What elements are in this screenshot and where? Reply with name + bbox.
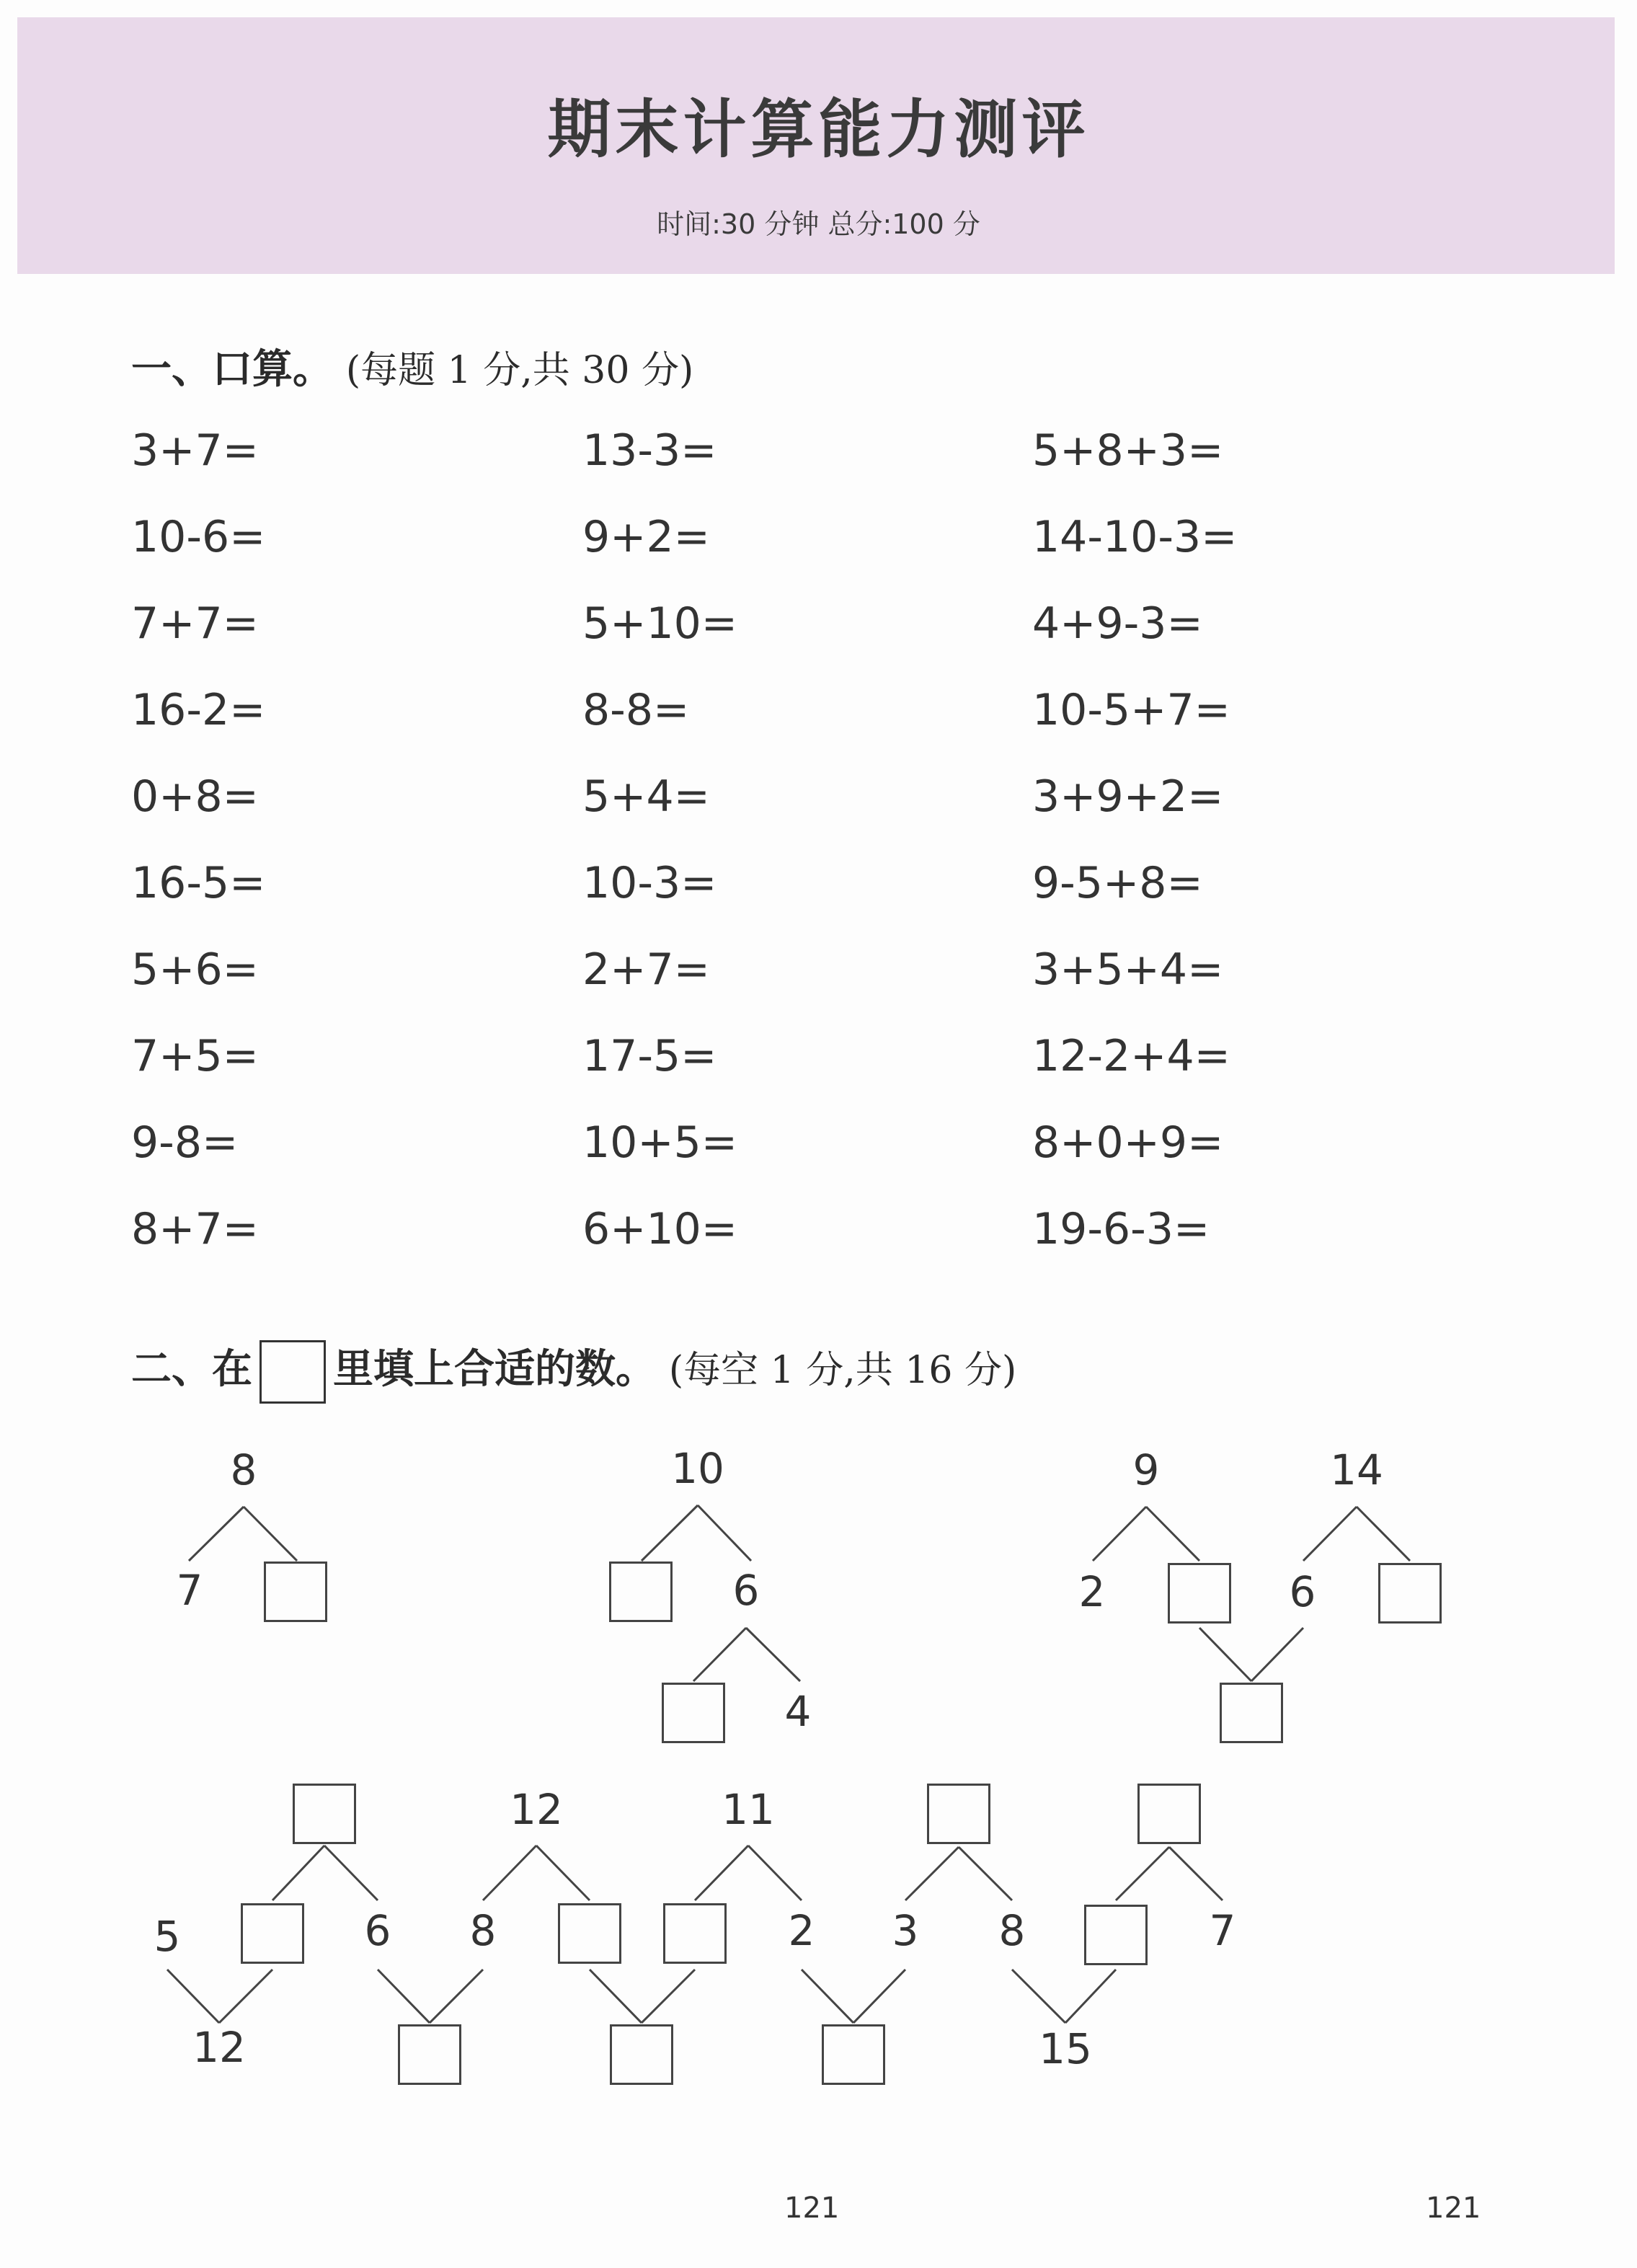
problem: 3+7= xyxy=(131,425,259,476)
problem: 17-5= xyxy=(582,1031,717,1081)
section1-note: (每题 1 分,共 30 分) xyxy=(345,349,694,392)
problem: 5+6= xyxy=(131,944,259,995)
bond-number: 2 xyxy=(1078,1567,1106,1616)
answer-box[interactable] xyxy=(264,1562,327,1622)
problem: 5+4= xyxy=(582,771,710,822)
answer-box[interactable] xyxy=(241,1903,304,1964)
bond-number: 14 xyxy=(1330,1445,1383,1494)
problem: 4+9-3= xyxy=(1032,598,1203,649)
bond-number: 12 xyxy=(510,1785,563,1834)
bond-number: 4 xyxy=(784,1687,812,1736)
answer-box[interactable] xyxy=(927,1784,990,1844)
bond-number: 10 xyxy=(671,1444,724,1493)
problem: 3+5+4= xyxy=(1032,944,1224,995)
answer-box[interactable] xyxy=(822,2024,885,2085)
problem: 16-5= xyxy=(131,858,266,908)
bond-number: 8 xyxy=(469,1906,497,1955)
problem: 10+5= xyxy=(582,1117,738,1168)
bond-number: 9 xyxy=(1132,1445,1160,1494)
section1-title: 一、口算。 xyxy=(131,346,333,393)
answer-box[interactable] xyxy=(1084,1905,1148,1965)
bond-number: 8 xyxy=(230,1445,257,1494)
section2-note: (每空 1 分,共 16 分) xyxy=(668,1349,1017,1392)
answer-box[interactable] xyxy=(610,2024,673,2085)
bond-number: 3 xyxy=(892,1906,919,1955)
bond-number: 2 xyxy=(788,1906,815,1955)
problem: 8+7= xyxy=(131,1204,259,1254)
answer-box[interactable] xyxy=(293,1784,356,1844)
problem: 5+8+3= xyxy=(1032,425,1224,476)
bond-number: 7 xyxy=(176,1566,203,1615)
problem: 16-2= xyxy=(131,685,266,735)
bond-number: 6 xyxy=(1289,1567,1316,1616)
problem: 2+7= xyxy=(582,944,710,995)
bond-number: 6 xyxy=(732,1566,760,1615)
section2-title-suffix: 里填上合适的数。 xyxy=(333,1346,656,1393)
problem: 3+9+2= xyxy=(1032,771,1224,822)
bond-number: 11 xyxy=(722,1785,775,1834)
problem: 5+10= xyxy=(582,598,738,649)
answer-box[interactable] xyxy=(1378,1563,1442,1624)
answer-box[interactable] xyxy=(1137,1784,1201,1844)
problem: 7+5= xyxy=(131,1031,259,1081)
problem: 6+10= xyxy=(582,1204,738,1254)
problem: 9-8= xyxy=(131,1117,239,1168)
bond-number: 7 xyxy=(1209,1906,1236,1955)
problem: 8+0+9= xyxy=(1032,1117,1224,1168)
problem: 19-6-3= xyxy=(1032,1204,1210,1254)
problem: 13-3= xyxy=(582,425,717,476)
answer-box[interactable] xyxy=(1168,1563,1231,1624)
answer-box[interactable] xyxy=(663,1903,727,1964)
section2-title-prefix: 二、在 xyxy=(131,1346,252,1393)
problem: 9-5+8= xyxy=(1032,858,1203,908)
problem: 14-10-3= xyxy=(1032,512,1238,562)
answer-box[interactable] xyxy=(558,1903,621,1964)
problem: 10-5+7= xyxy=(1032,685,1230,735)
problem: 0+8= xyxy=(131,771,259,822)
problem: 10-6= xyxy=(131,512,266,562)
bond-number: 5 xyxy=(154,1912,181,1961)
problem: 12-2+4= xyxy=(1032,1031,1230,1081)
bond-number: 8 xyxy=(998,1906,1026,1955)
page-subtitle: 时间:30 分钟 总分:100 分 xyxy=(657,208,980,240)
bond-number: 12 xyxy=(192,2023,246,2072)
answer-box[interactable] xyxy=(662,1683,725,1743)
answer-box[interactable] xyxy=(1220,1683,1283,1743)
page-title: 期末计算能力测评 xyxy=(547,92,1090,167)
problem: 10-3= xyxy=(582,858,717,908)
page-number: 121 xyxy=(1426,2192,1481,2225)
problem: 8-8= xyxy=(582,685,690,735)
page-number: 121 xyxy=(784,2192,840,2225)
bond-number: 6 xyxy=(364,1906,391,1955)
answer-box[interactable] xyxy=(398,2024,461,2085)
answer-box[interactable] xyxy=(609,1562,673,1622)
bond-number: 15 xyxy=(1039,2024,1092,2073)
problem: 7+7= xyxy=(131,598,259,649)
problem: 9+2= xyxy=(582,512,710,562)
